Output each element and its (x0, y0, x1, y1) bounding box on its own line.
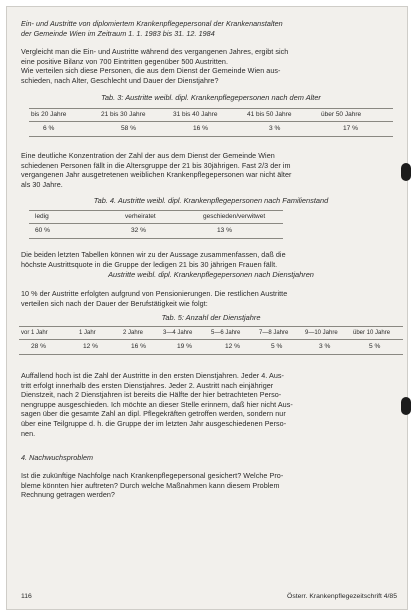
text-line: tritt erfolgt innerhalb des ersten Dienstjahres. Jeder 2. Austritt nach einjähriger (21, 380, 274, 390)
table-header: 7—8 Jahre (259, 330, 289, 336)
text-line: sagen über die gesamte Zahl an dipl. Pflegekräften getroffen werden, sondern nur (21, 409, 286, 419)
page-number: 116 (21, 593, 32, 600)
table-header: 41 bis 50 Jahre (247, 111, 292, 118)
table-header: über 50 Jahre (321, 111, 362, 118)
binding-hole (401, 397, 411, 415)
table-5-caption: Tab. 5: Anzahl der Dienstjahre (161, 313, 261, 322)
table-cell: 6 % (43, 125, 55, 132)
paragraph-1 (21, 47, 401, 85)
table-rule (19, 354, 403, 355)
table-header: 5—6 Jahre (211, 330, 241, 336)
text-line: vergangenen Jahr ausgetretenen weiblichen Krankenpflegepersonen war nicht älter (21, 170, 292, 180)
intro-heading (21, 19, 401, 38)
text-line: als 30 Jahre. (21, 179, 63, 189)
table-cell: 5 % (271, 343, 283, 350)
table-5 (17, 326, 405, 360)
text-line: schiedenen Personen fällt in die Altersgruppe der 21 bis 30jährigen. Fast 2/3 der im (21, 160, 291, 170)
table-cell: 3 % (319, 343, 331, 350)
intro-line: Ein- und Austritte von diplomiertem Krankenpflegepersonal der Krankenanstalten (21, 19, 283, 28)
table-header: 1 Jahr (79, 330, 96, 336)
document-page (6, 6, 408, 610)
text-line: nengruppe ausgeschieden. Ich möchte an dieser Stelle erinnern, daß hier nicht Aus- (21, 399, 293, 409)
text-line: verteilen sich nach der Dauer der Berufstätigkeit wie folgt: (21, 298, 208, 308)
table-cell: 12 % (225, 343, 241, 350)
text-line: Eine deutliche Konzentration der Zahl der aus dem Dienst der Gemeinde Wien (21, 151, 275, 160)
table-header: verheiratet (125, 213, 156, 220)
table-header: 9—10 Jahre (305, 330, 338, 336)
text-line: Auffallend hoch ist die Zahl der Austritte in den ersten Dienstjahren. Jeder 4. Aus- (21, 371, 284, 380)
table-cell: 17 % (343, 125, 359, 132)
text-line: eine positive Bilanz von 700 Eintritten gegenüber 500 Austritten. (21, 56, 229, 66)
table-rule (29, 238, 283, 239)
table-cell: 16 % (131, 343, 147, 350)
table-cell: 13 % (217, 227, 233, 234)
table-rule (29, 121, 393, 122)
section-heading: 4. Nachwuchsproblem (21, 453, 94, 462)
text-line: schieden, nach Alter, Geschlecht und Dauer der Dienstjahre? (21, 75, 219, 85)
text-line: 10 % der Austritte erfolgten aufgrund von Pensionierungen. Die restlichen Austritte (21, 289, 288, 298)
table-header: bis 20 Jahre (31, 111, 67, 118)
paragraph-4 (21, 289, 401, 308)
text-line: Ist die zukünftige Nachfolge nach Krankenpflegepersonal gesichert? Welche Pro- (21, 471, 284, 480)
table-header: über 10 Jahre (353, 330, 391, 336)
paragraph-5 (21, 371, 401, 438)
table-header: 2 Jahre (123, 330, 144, 336)
table-4-caption: Tab. 4. Austritte weibl. dipl. Krankenpflegepersonen nach Familienstand (93, 196, 329, 205)
table-rule (29, 136, 393, 137)
paragraph-6 (21, 471, 401, 500)
text-line: höchste Austrittsquote in die Gruppe der ledigen 21 bis 30 jährigen Frauen fällt. (21, 259, 278, 269)
table-4 (21, 210, 401, 244)
dienstjahre-caption: Austritte weibl. dipl. Krankenpflegepersonen nach Dienstjahren (108, 270, 314, 279)
table-header: 21 bis 30 Jahre (101, 111, 146, 118)
table-header: geschieden/verwitwet (203, 213, 266, 220)
text-line: Vergleicht man die Ein- und Austritte während des vergangenen Jahres, ergibt sich (21, 47, 289, 56)
table-cell: 19 % (177, 343, 193, 350)
text-line: Dienstzeit, nach 2 Dienstjahren ist bereits die Hälfte der hier betrachteten Perso- (21, 390, 282, 400)
table-cell: 3 % (269, 125, 281, 132)
paragraph-3 (21, 250, 401, 269)
binding-hole (401, 163, 411, 181)
table-cell: 60 % (35, 227, 51, 234)
table-rule (29, 108, 393, 109)
table-cell: 16 % (193, 125, 209, 132)
table-rule (29, 210, 283, 211)
text-line: über eine Teilgruppe d. h. die Gruppe der im letzten Jahr ausgeschiedenen Perso- (21, 418, 287, 428)
table-header: ledig (35, 213, 49, 220)
table-cell: 28 % (31, 343, 47, 350)
table-header: 3—4 Jahre (163, 330, 193, 336)
text-line: bleme könnten hier auftreten? Durch welche Maßnahmen kann diesem Problem (21, 480, 280, 490)
text-line: Die beiden letzten Tabellen können wir zu der Aussage zusammenfassen, daß die (21, 250, 286, 259)
table-rule (19, 326, 403, 327)
text-line: Rechnung getragen werden? (21, 490, 115, 500)
table-header: 31 bis 40 Jahre (173, 111, 218, 118)
table-cell: 32 % (131, 227, 147, 234)
table-3 (21, 108, 401, 148)
table-rule (19, 339, 403, 340)
table-cell: 5 % (369, 343, 381, 350)
text-line: Wie verteilen sich diese Personen, die aus dem Dienst der Gemeinde Wien aus- (21, 66, 281, 76)
journal-reference: Österr. Krankenpflegezeitschrift 4/85 (287, 593, 397, 600)
table-3-caption: Tab. 3: Austritte weibl. dipl. Krankenpflegepersonen nach dem Alter (101, 93, 321, 102)
intro-line: der Gemeinde Wien im Zeitraum 1. 1. 1983 bis 31. 12. 1984 (21, 28, 215, 38)
table-cell: 12 % (83, 343, 99, 350)
table-header: vor 1 Jahr (21, 330, 48, 336)
table-rule (29, 223, 283, 224)
text-line: nen. (21, 428, 36, 438)
paragraph-2 (21, 151, 401, 189)
table-cell: 58 % (121, 125, 137, 132)
